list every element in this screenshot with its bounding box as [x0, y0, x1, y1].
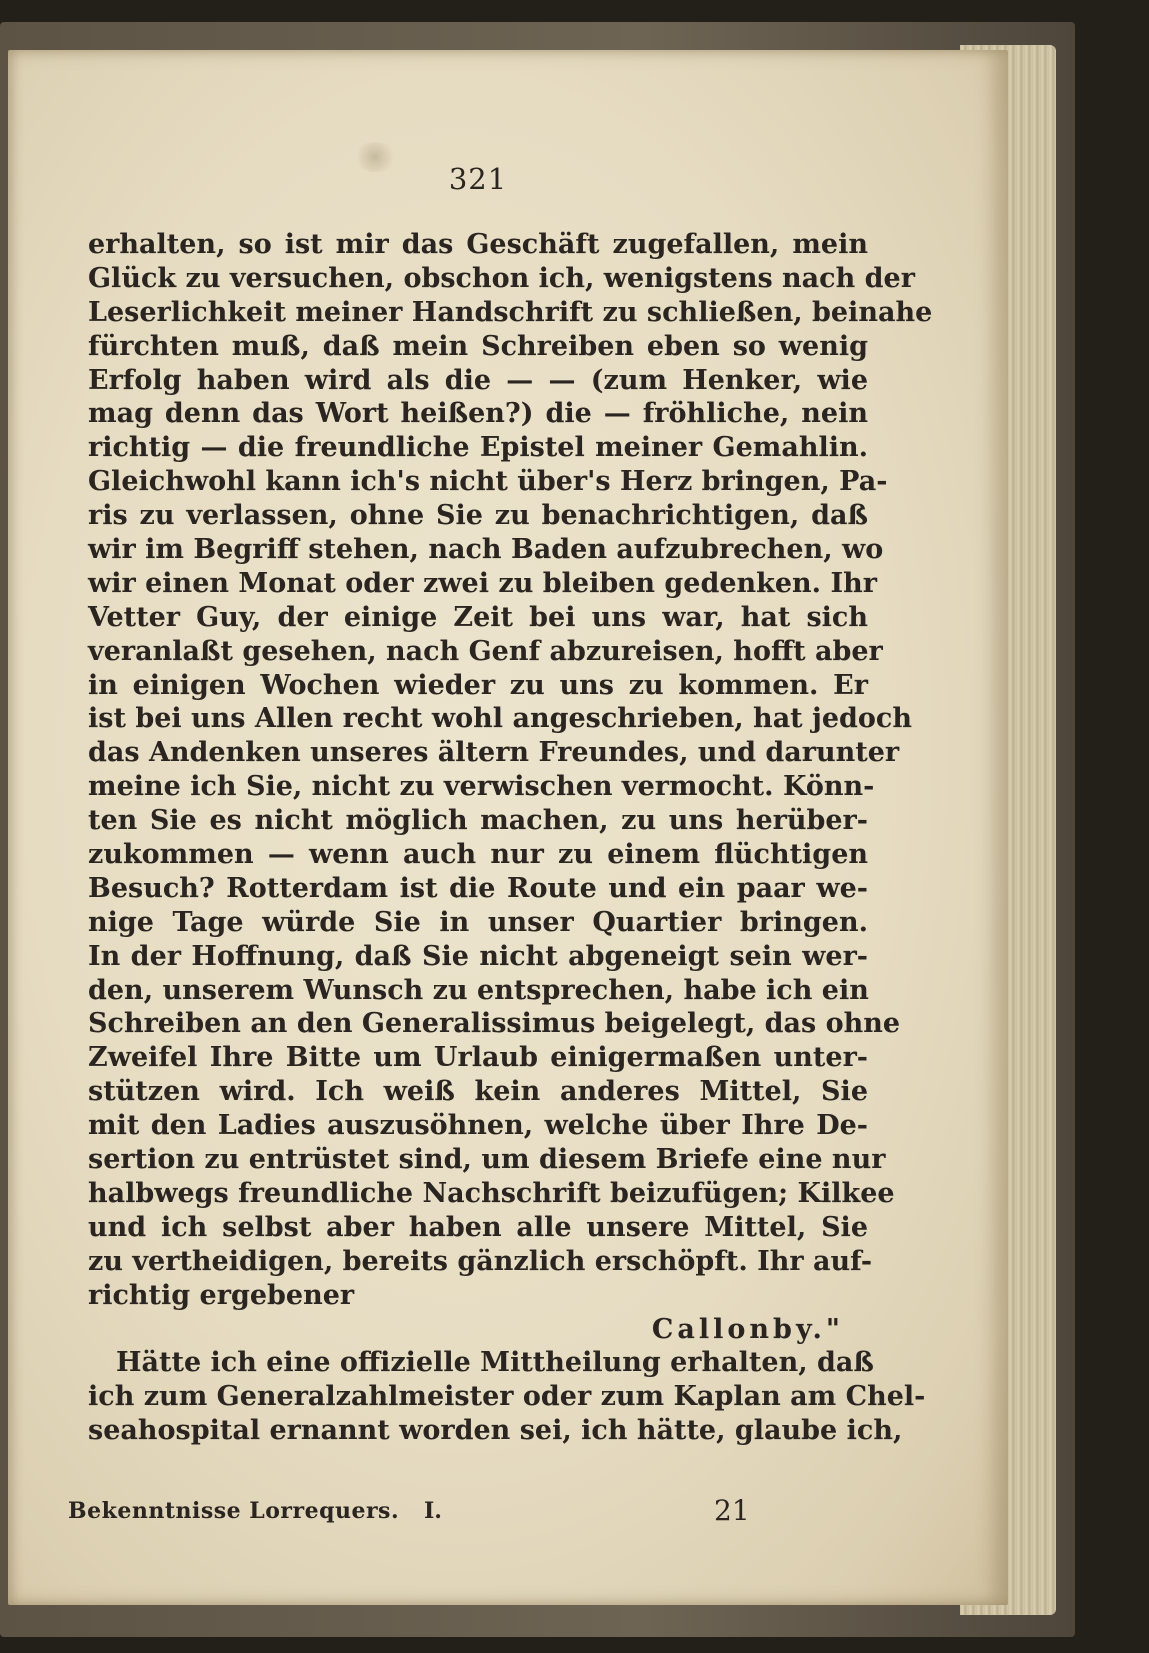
- letter-text: [88, 228, 933, 1448]
- text-line: und ich selbst aber haben alle unsere Mittel, Sie: [88, 1211, 868, 1243]
- text-line: das Andenken unseres ältern Freundes, und darunter: [88, 737, 900, 769]
- text-line: richtig ergebener: [88, 1279, 355, 1311]
- text-line: mag denn das Wort heißen?) die — fröhliche, nein: [88, 398, 868, 430]
- text-line: ris zu verlassen, ohne Sie zu benachrichtigen, daß: [88, 500, 868, 532]
- text-line: Hätte ich eine offizielle Mittheilung erhalten, daß: [116, 1347, 874, 1379]
- page-number: 321: [448, 162, 508, 196]
- letter-signature: Callonby.": [651, 1313, 844, 1345]
- text-line: Gleichwohl kann ich's nicht über's Herz bringen, Pa-: [88, 466, 888, 498]
- text-line: sertion zu entrüstet sind, um diesem Briefe eine nur: [88, 1144, 886, 1176]
- text-line: In der Hoffnung, daß Sie nicht abgeneigt sein wer-: [88, 940, 868, 972]
- text-line: Leserlichkeit meiner Handschrift zu schließen, beinahe: [88, 296, 933, 328]
- text-line: in einigen Wochen wieder zu uns zu kommen. Er: [88, 669, 868, 701]
- text-line: seahospital ernannt worden sei, ich hätte, glaube ich,: [88, 1415, 903, 1447]
- text-line: ich zum Generalzahlmeister oder zum Kaplan am Chel-: [88, 1381, 926, 1413]
- text-line: zu vertheidigen, bereits gänzlich erschöpft. Ihr auf-: [88, 1245, 873, 1277]
- text-line: richtig — die freundliche Epistel meiner Gemahlin.: [88, 432, 868, 464]
- text-line: ist bei uns Allen recht wohl angeschrieben, hat jedoch: [88, 703, 912, 735]
- text-line: wir einen Monat oder zwei zu bleiben gedenken. Ihr: [88, 567, 877, 599]
- text-line: mit den Ladies auszusöhnen, welche über Ihre De-: [88, 1110, 868, 1142]
- footer-volume: I.: [424, 1498, 442, 1524]
- text-line: Glück zu versuchen, obschon ich, wenigstens nach der: [88, 262, 915, 294]
- text-line: stützen wird. Ich weiß kein anderes Mittel, Sie: [88, 1076, 868, 1108]
- text-line: halbwegs freundliche Nachschrift beizufügen; Kilkee: [88, 1177, 895, 1209]
- text-line: nige Tage würde Sie in unser Quartier bringen.: [88, 906, 868, 938]
- footer-book-title: Bekenntnisse Lorrequers.: [68, 1498, 400, 1524]
- text-line: Besuch? Rotterdam ist die Route und ein paar we-: [88, 872, 868, 904]
- text-line: wir im Begriff stehen, nach Baden aufzubrechen, wo: [88, 534, 884, 566]
- text-line: den, unserem Wunsch zu entsprechen, habe ich ein: [88, 974, 869, 1006]
- text-line: ten Sie es nicht möglich machen, zu uns herüber-: [88, 805, 868, 837]
- text-line: Erfolg haben wird als die — — (zum Henker, wie: [88, 364, 868, 396]
- signature-mark: 21: [714, 1494, 750, 1527]
- text-line: Schreiben an den Generalissimus beigelegt, das ohne: [88, 1008, 901, 1040]
- text-line: zukommen — wenn auch nur zu einem flüchtigen: [88, 839, 868, 871]
- text-line: fürchten muß, daß mein Schreiben eben so wenig: [88, 330, 868, 362]
- text-line: veranlaßt gesehen, nach Genf abzureisen, hofft aber: [88, 635, 883, 667]
- text-line: Vetter Guy, der einige Zeit bei uns war, hat sich: [88, 601, 868, 633]
- book-page: [8, 50, 1008, 1605]
- text-line: meine ich Sie, nicht zu verwischen vermocht. Könn-: [88, 771, 875, 803]
- text-line: Zweifel Ihre Bitte um Urlaub einigermaßen unter-: [88, 1042, 868, 1074]
- ink-smudge: [353, 142, 397, 172]
- text-line: erhalten, so ist mir das Geschäft zugefallen, mein: [88, 229, 868, 260]
- page-footer: [68, 1494, 828, 1532]
